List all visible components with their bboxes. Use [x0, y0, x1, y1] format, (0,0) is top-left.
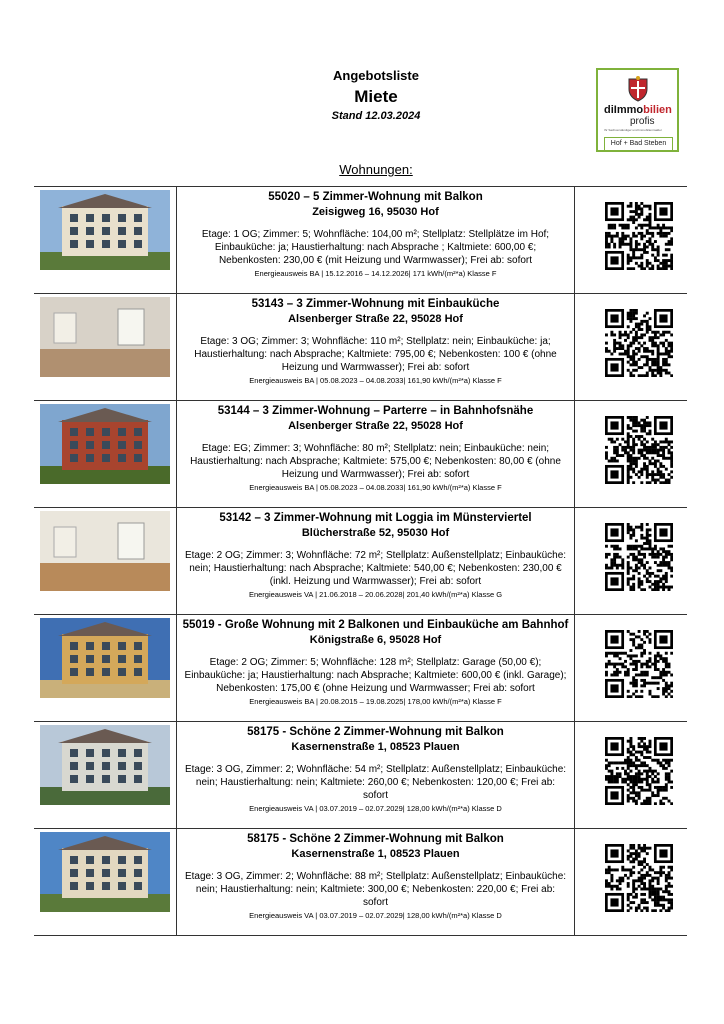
photo-cell	[34, 829, 176, 936]
crest-icon	[626, 76, 650, 102]
listing-details: Etage: 1 OG; Zimmer: 5; Wohnfläche: 104,00 m²; Stellplatz: Stellplätze im Hof; Einbauküche: ja; Haustierhaltung: nach Absprache ; Kaltmiete: 600,00 €; Nebenkosten: 230,00 € (mit Heizung und Warmwasser); Frei ab: sofort	[201, 229, 550, 266]
listing-address: Zeisigweg 16, 95030 Hof	[312, 206, 439, 218]
qr-cell	[575, 401, 687, 508]
photo-cell	[34, 722, 176, 829]
listing-row	[34, 294, 687, 401]
info-cell	[176, 722, 574, 829]
qr-cell	[575, 508, 687, 615]
qr-cell	[575, 187, 687, 294]
listing-row	[34, 508, 687, 615]
photo-cell	[34, 508, 176, 615]
qr-code-icon[interactable]	[605, 737, 673, 805]
listing-details: Etage: 3 OG, Zimmer: 2; Wohnfläche: 54 m²; Stellplatz: Außenstellplatz; Einbauküche: nein; Haustierhaltung: nein; Kaltmiete: 260,00 €; Nebenkosten: 120,00 €; Frei ab: sofort	[184, 764, 567, 801]
listing-address: Königstraße 6, 95028 Hof	[309, 634, 442, 646]
energy-certificate: Energieausweis BA | 20.08.2015 – 19.08.2025| 178,00 kWh/(m²*a) Klasse F	[249, 697, 502, 706]
page-subtitle: Miete	[354, 87, 398, 106]
qr-code-icon[interactable]	[605, 844, 673, 912]
listing-details: Etage: 2 OG; Zimmer: 5; Wohnfläche: 128 m²; Stellplatz: Garage (50,00 €); Einbauküche: ja; Haustierhaltung: nach Absprache; Kaltmiete: 600,00 € (inkl. Garage); Nebenkosten: 175,00 € (ohne Heizung und Warmwasser; Frei ab: sofort	[184, 657, 567, 694]
section-heading: Wohnungen:	[339, 162, 413, 177]
listing-row	[34, 615, 687, 722]
info-cell	[176, 401, 574, 508]
listing-photo[interactable]	[40, 297, 170, 377]
qr-cell	[575, 722, 687, 829]
listing-address: Alsenberger Straße 22, 95028 Hof	[288, 313, 463, 325]
qr-code-icon[interactable]	[605, 309, 673, 377]
listing-title: 53144 – 3 Zimmer-Wohnung – Parterre – in Bahnhofsnähe	[217, 405, 534, 417]
energy-certificate: Energieausweis BA | 15.12.2016 – 14.12.2026| 171 kWh/(m²*a) Klasse F	[254, 269, 497, 278]
logo-tagline: Ihr Sachverständiger und Immobilienmakler	[604, 128, 662, 132]
listing-photo[interactable]	[40, 725, 170, 805]
listing-row	[34, 187, 687, 294]
page-title: Angebotsliste	[333, 68, 419, 83]
listing-title: 53142 – 3 Zimmer-Wohnung mit Loggia im Münsterviertel	[219, 512, 532, 524]
energy-certificate: Energieausweis BA | 05.08.2023 – 04.08.2033| 161,90 kWh/(m²*a) Klasse F	[249, 376, 502, 385]
qr-code-icon[interactable]	[605, 202, 673, 270]
qr-code-icon[interactable]	[605, 523, 673, 591]
listing-photo[interactable]	[40, 618, 170, 698]
info-cell	[176, 187, 574, 294]
listing-address: Blücherstraße 52, 95030 Hof	[301, 527, 450, 539]
photo-cell	[34, 401, 176, 508]
energy-certificate: Energieausweis VA | 03.07.2019 – 02.07.2029| 128,00 kWh/(m²*a) Klasse D	[249, 911, 502, 920]
energy-certificate: Energieausweis BA | 05.08.2023 – 04.08.2033| 161,90 kWh/(m²*a) Klasse F	[249, 483, 502, 492]
energy-certificate: Energieausweis VA | 03.07.2019 – 02.07.2029| 128,00 kWh/(m²*a) Klasse D	[249, 804, 502, 813]
listing-photo[interactable]	[40, 404, 170, 484]
info-cell	[176, 615, 574, 722]
info-cell	[176, 829, 574, 936]
listing-title: 53143 – 3 Zimmer-Wohnung mit Einbauküche	[251, 298, 500, 310]
listing-photo[interactable]	[40, 832, 170, 912]
listing-row	[34, 401, 687, 508]
company-logo	[596, 68, 679, 152]
listing-details: Etage: EG; Zimmer: 3; Wohnfläche: 80 m²; Stellplatz: nein; Einbauküche: nein; Haustierhaltung: nach Absprache; Kaltmiete: 575,00 €; Nebenkosten: 80,00 € (ohne Heizung und Warmwasser); Frei ab: sofort	[190, 443, 561, 480]
listing-details: Etage: 3 OG, Zimmer: 2; Wohnfläche: 88 m²; Stellplatz: Außenstellplatz; Einbauküche: nein; Haustierhaltung: nein; Kaltmiete: 300,00 €; Nebenkosten: 220,00 €; Frei ab: sofort	[184, 871, 567, 908]
listing-address: Alsenberger Straße 22, 95028 Hof	[288, 420, 463, 432]
energy-certificate: Energieausweis VA | 21.06.2018 – 20.06.2028| 201,40 kWh/(m²*a) Klasse G	[248, 590, 503, 599]
listing-address: Kasernenstraße 1, 08523 Plauen	[291, 848, 460, 860]
listing-title: 58175 - Schöne 2 Zimmer-Wohnung mit Balkon	[247, 833, 504, 845]
listing-title: 55019 - Große Wohnung mit 2 Balkonen und Einbauküche am Bahnhof	[182, 619, 569, 631]
listing-table	[34, 186, 687, 936]
qr-code-icon[interactable]	[605, 630, 673, 698]
listing-details: Etage: 3 OG; Zimmer: 3; Wohnfläche: 110 m²; Stellplatz: nein; Einbauküche: ja; Haustierhaltung: nach Absprache; Kaltmiete: 795,00 €; Nebenkosten: 100 € (ohne Heizung und Warmwasser); Frei ab: sofort	[194, 336, 557, 373]
listing-details: Etage: 2 OG; Zimmer: 3; Wohnfläche: 72 m²; Stellplatz: Außenstellplatz; Einbauküche: nein; Haustierhaltung: nach Absprache; Kaltmiete: 540,00 €; Nebenkosten: 230,00 € (inkl. Heizung und Warmwasser); Frei ab: sofort	[184, 550, 567, 587]
listing-row	[34, 722, 687, 829]
logo-profis: profis	[630, 116, 655, 127]
qr-cell	[575, 615, 687, 722]
listing-title: 55020 – 5 Zimmer-Wohnung mit Balkon	[268, 191, 483, 203]
logo-wordmark: diImmobilien	[604, 104, 672, 116]
listing-photo[interactable]	[40, 190, 170, 270]
info-cell	[176, 294, 574, 401]
qr-cell	[575, 829, 687, 936]
listing-row	[34, 829, 687, 936]
listing-photo[interactable]	[40, 511, 170, 591]
info-cell	[176, 508, 574, 615]
listing-address: Kasernenstraße 1, 08523 Plauen	[291, 741, 460, 753]
qr-code-icon[interactable]	[605, 416, 673, 484]
listing-title: 58175 - Schöne 2 Zimmer-Wohnung mit Balkon	[247, 726, 504, 738]
stand-date: Stand 12.03.2024	[331, 110, 421, 122]
qr-cell	[575, 294, 687, 401]
photo-cell	[34, 294, 176, 401]
logo-locations: Hof + Bad Steben	[604, 137, 673, 151]
photo-cell	[34, 187, 176, 294]
photo-cell	[34, 615, 176, 722]
